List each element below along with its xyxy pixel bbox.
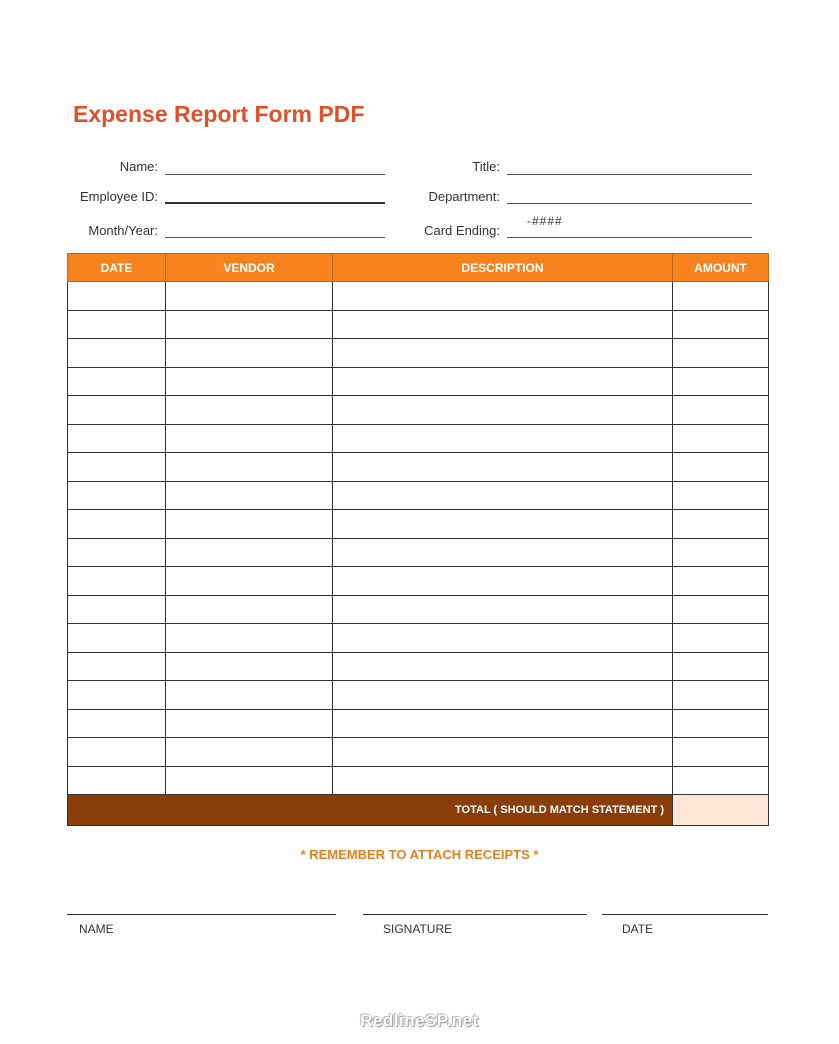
amount-cell[interactable] [673,339,769,368]
date-signature-line[interactable] [602,914,768,915]
date-cell[interactable] [68,510,166,539]
expense-table [67,253,769,826]
table-row [68,652,769,681]
page-title: Expense Report Form PDF [73,101,365,127]
date-cell[interactable] [68,538,166,567]
vendor-cell[interactable] [166,738,333,767]
column-header-amount: AMOUNT [673,254,769,282]
date-cell[interactable] [68,481,166,510]
table-row [68,424,769,453]
employee-id-field[interactable] [165,202,385,204]
card-ending-field[interactable] [507,237,752,238]
expense-rows [68,282,769,795]
table-row [68,595,769,624]
table-row [68,538,769,567]
signature-line[interactable] [363,914,587,915]
date-cell[interactable] [68,424,166,453]
description-cell[interactable] [333,367,673,396]
name-field[interactable] [165,174,385,175]
date-cell[interactable] [68,652,166,681]
description-cell[interactable] [333,396,673,425]
date-signature-label: DATE [622,922,654,936]
vendor-cell[interactable] [166,481,333,510]
table-row [68,766,769,795]
date-cell[interactable] [68,396,166,425]
vendor-cell[interactable] [166,595,333,624]
date-cell[interactable] [68,681,166,710]
date-cell[interactable] [68,766,166,795]
amount-cell[interactable] [673,681,769,710]
date-cell[interactable] [68,624,166,653]
description-cell[interactable] [333,453,673,482]
date-cell[interactable] [68,595,166,624]
vendor-cell[interactable] [166,681,333,710]
description-cell[interactable] [333,510,673,539]
amount-cell[interactable] [673,424,769,453]
table-row [68,624,769,653]
date-cell[interactable] [68,709,166,738]
amount-cell[interactable] [673,510,769,539]
description-cell[interactable] [333,424,673,453]
description-cell[interactable] [333,766,673,795]
vendor-cell[interactable] [166,766,333,795]
column-header-description: DESCRIPTION [333,254,673,282]
signature-label: SIGNATURE [383,922,453,936]
month-year-field[interactable] [165,237,385,238]
vendor-cell[interactable] [166,282,333,311]
description-cell[interactable] [333,681,673,710]
description-cell[interactable] [333,282,673,311]
vendor-cell[interactable] [166,652,333,681]
vendor-cell[interactable] [166,339,333,368]
amount-cell[interactable] [673,481,769,510]
watermark: RedlineSP.net [360,1011,479,1030]
vendor-cell[interactable] [166,367,333,396]
description-cell[interactable] [333,481,673,510]
name-label: Name: [119,159,158,174]
column-header-vendor: VENDOR [166,254,333,282]
column-header-date: DATE [68,254,166,282]
amount-cell[interactable] [673,453,769,482]
table-row [68,681,769,710]
vendor-cell[interactable] [166,538,333,567]
name-signature-label: NAME [79,922,114,936]
vendor-cell[interactable] [166,424,333,453]
table-row [68,453,769,482]
title-field[interactable] [507,174,752,175]
total-label: TOTAL ( SHOULD MATCH STATEMENT ) [68,795,673,826]
vendor-cell[interactable] [166,624,333,653]
table-row [68,367,769,396]
description-cell[interactable] [333,738,673,767]
description-cell[interactable] [333,652,673,681]
amount-cell[interactable] [673,538,769,567]
table-row [68,282,769,311]
card-ending-hint: -#### [527,214,563,228]
department-field[interactable] [507,203,752,204]
date-cell[interactable] [68,453,166,482]
name-signature-line[interactable] [67,914,336,915]
description-cell[interactable] [333,339,673,368]
amount-cell[interactable] [673,709,769,738]
table-header-row [68,254,769,282]
amount-cell[interactable] [673,310,769,339]
table-row [68,310,769,339]
amount-cell[interactable] [673,567,769,596]
date-cell[interactable] [68,567,166,596]
total-row [68,795,769,826]
amount-cell[interactable] [673,282,769,311]
month-year-label: Month/Year: [88,223,158,238]
table-row [68,396,769,425]
vendor-cell[interactable] [166,453,333,482]
table-row [68,510,769,539]
amount-cell[interactable] [673,766,769,795]
amount-cell[interactable] [673,652,769,681]
date-cell[interactable] [68,310,166,339]
title-label: Title: [472,159,500,174]
date-cell[interactable] [68,367,166,396]
vendor-cell[interactable] [166,396,333,425]
date-cell[interactable] [68,282,166,311]
vendor-cell[interactable] [166,310,333,339]
vendor-cell[interactable] [166,709,333,738]
table-row [68,709,769,738]
description-cell[interactable] [333,624,673,653]
amount-cell[interactable] [673,367,769,396]
amount-cell[interactable] [673,396,769,425]
description-cell[interactable] [333,709,673,738]
table-row [68,339,769,368]
table-row [68,481,769,510]
description-cell[interactable] [333,310,673,339]
table-row [68,738,769,767]
card-ending-label: Card Ending: [424,223,500,238]
description-cell[interactable] [333,595,673,624]
department-label: Department: [428,189,500,204]
vendor-cell[interactable] [166,510,333,539]
table-row [68,567,769,596]
amount-cell[interactable] [673,595,769,624]
vendor-cell[interactable] [166,567,333,596]
date-cell[interactable] [68,738,166,767]
receipts-reminder: * REMEMBER TO ATTACH RECEIPTS * [300,847,539,862]
employee-id-label: Employee ID: [79,189,158,204]
total-amount-cell[interactable] [673,795,769,826]
amount-cell[interactable] [673,624,769,653]
description-cell[interactable] [333,567,673,596]
description-cell[interactable] [333,538,673,567]
amount-cell[interactable] [673,738,769,767]
date-cell[interactable] [68,339,166,368]
